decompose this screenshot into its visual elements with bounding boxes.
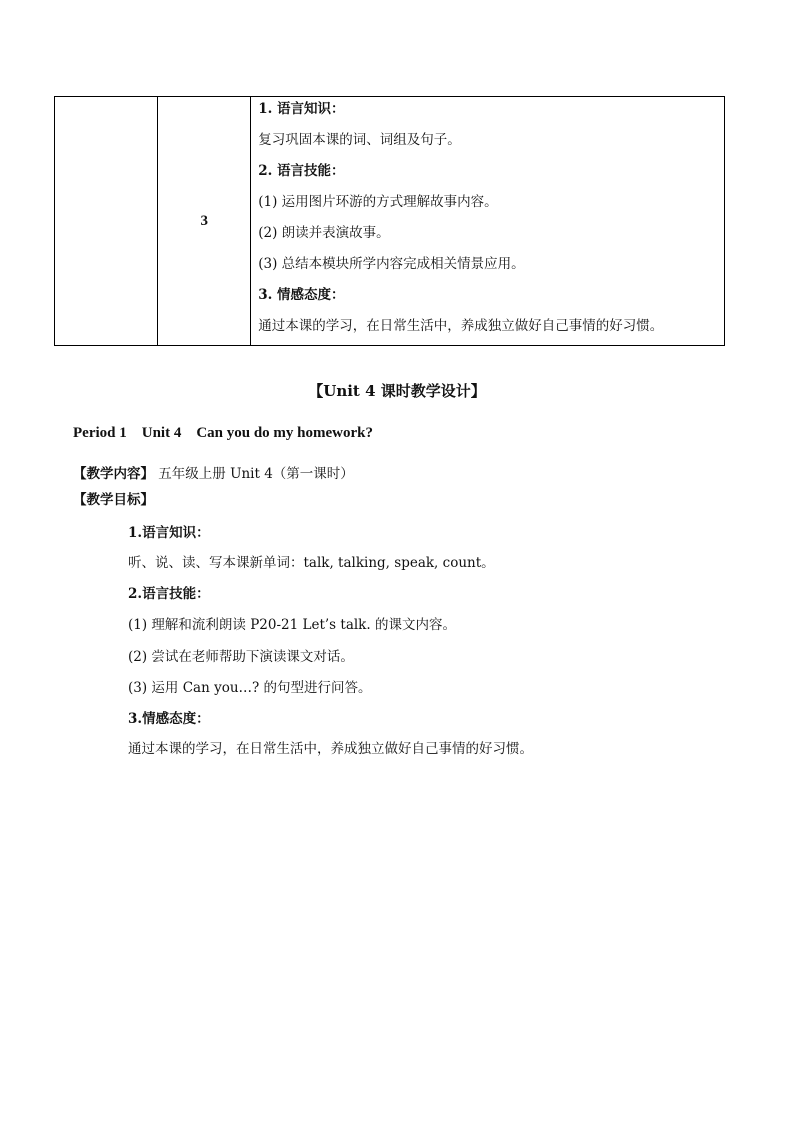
goal-knowledge-text: 听、说、读、写本课新单词：talk, talking, speak, count。 xyxy=(128,555,495,571)
period-number-cell: 3 xyxy=(158,97,251,346)
goal-attitude-heading: 3.情感态度： xyxy=(128,711,210,727)
knowledge-heading: 1. 语言知识： xyxy=(258,101,345,117)
skill-item: (3) 总结本模块所学内容完成相关情景应用。 xyxy=(258,256,525,272)
goal-skills-heading: 2.语言技能： xyxy=(128,586,210,602)
teaching-content-label: 【教学内容】 xyxy=(73,466,154,482)
skill-item: (1) 运用图片环游的方式理解故事内容。 xyxy=(258,194,498,210)
goal-skill-item: (1) 理解和流利朗读 P20-21 Let’s talk. 的课文内容。 xyxy=(128,617,456,633)
knowledge-text: 复习巩固本课的词、词组及句子。 xyxy=(258,132,461,148)
period-heading: Period 1 Unit 4 Can you do my homework? xyxy=(73,425,374,441)
table-row xyxy=(55,97,725,346)
teaching-content-row xyxy=(73,462,354,482)
lesson-plan-table xyxy=(54,96,725,346)
unit-title: 【Unit 4 课时教学设计】 xyxy=(308,382,486,400)
table-cell-empty xyxy=(55,97,158,346)
attitude-heading: 3. 情感态度： xyxy=(258,287,345,303)
teaching-content-value: 五年级上册 Unit 4（第一课时） xyxy=(158,466,354,482)
goal-knowledge-heading: 1.语言知识： xyxy=(128,525,210,541)
goal-skill-item: (2) 尝试在老师帮助下演读课文对话。 xyxy=(128,649,354,665)
goal-attitude-text: 通过本课的学习，在日常生活中，养成独立做好自己事情的好习惯。 xyxy=(128,741,533,757)
goal-skill-item: (3) 运用 Can you…? 的句型进行问答。 xyxy=(128,680,372,696)
skills-heading: 2. 语言技能： xyxy=(258,163,345,179)
attitude-text: 通过本课的学习，在日常生活中，养成独立做好自己事情的好习惯。 xyxy=(258,318,664,334)
objectives-cell xyxy=(251,97,725,346)
skill-item: (2) 朗读并表演故事。 xyxy=(258,225,390,241)
teaching-goals-label: 【教学目标】 xyxy=(73,492,154,508)
